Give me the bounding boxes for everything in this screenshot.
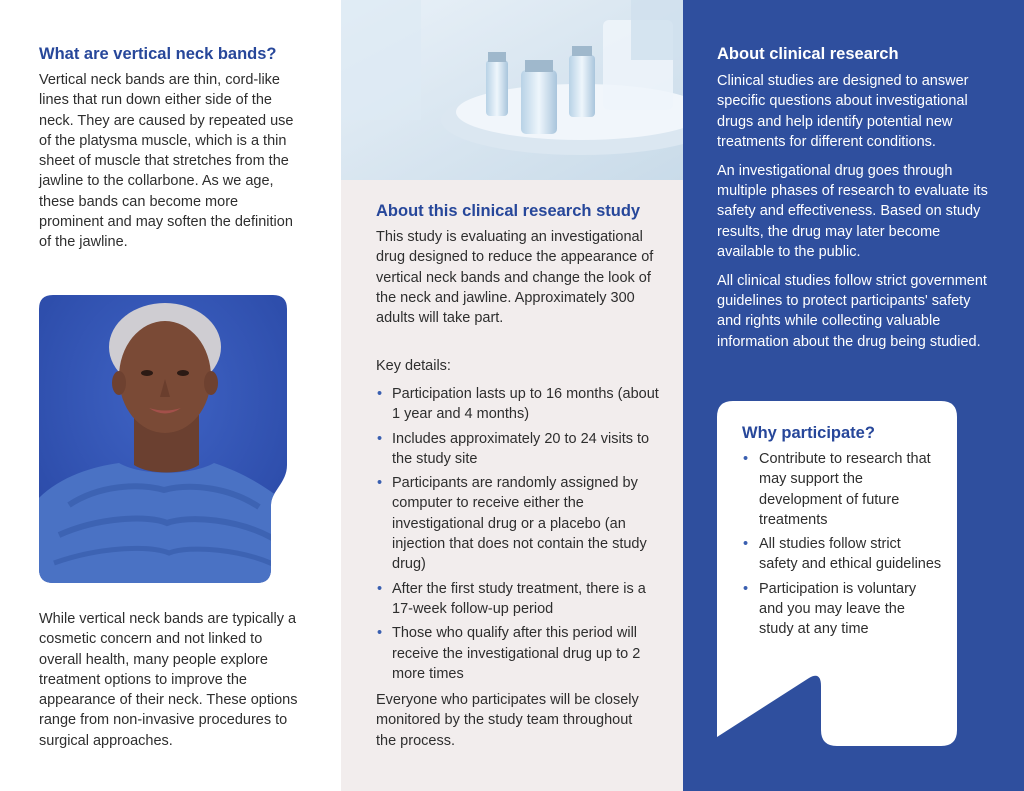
lab-vials-photo <box>341 0 683 180</box>
list-item: • After the first study treatment, there is a 17-week follow-up period <box>376 579 661 620</box>
neck-bands-intro: Vertical neck bands are thin, cord-like lines that run down either side of the neck. They are caused by repeated use of the platysma muscle, which is a thin sheet of muscle that stretches from the jawline to the collarbone. As we age, these bands can become more prominent and may soften the definition of the jawline. <box>39 72 294 251</box>
left-column <box>0 0 341 791</box>
clinical-research-paragraph: Clinical studies are designed to answer specific questions about investigational drugs and help identify potential new treatments for different conditions. <box>717 73 969 150</box>
list-item: • Includes approximately 20 to 24 visits to the study site <box>376 429 661 470</box>
right-column <box>683 0 1024 791</box>
portrait-photo <box>39 295 287 583</box>
list-item: • Participation lasts up to 16 months (about 1 year and 4 months) <box>376 384 661 425</box>
list-item: • Participation is voluntary and you may leave the study at any time <box>742 579 942 640</box>
middle-column <box>341 0 683 791</box>
study-heading: About this clinical research study <box>376 202 641 220</box>
neck-bands-heading: What are vertical neck bands? <box>39 45 277 63</box>
clinical-research-text <box>717 71 992 360</box>
why-participate-heading: Why participate? <box>742 424 875 442</box>
neck-bands-outro: While vertical neck bands are typically a cosmetic concern and not linked to overall health, many people explore treatment options to improve the appearance of their neck. These options range from non-invasive procedures to surgical approaches. <box>39 611 298 749</box>
clinical-research-heading: About clinical research <box>717 45 899 63</box>
key-details-label: Key details: <box>376 358 451 374</box>
clinical-research-paragraph: An investigational drug goes through multiple phases of research to evaluate its safety and effectiveness. Based on study results, the drug may later become available to the public. <box>717 162 988 260</box>
study-intro: This study is evaluating an investigational drug designed to reduce the appearance of vertical neck bands and change the look of the neck and jawline. Approximately 300 adults will take part. <box>376 229 654 327</box>
list-item: • Those who qualify after this period will receive the investigational drug up to 2 more times <box>376 623 661 684</box>
list-item: • Participants are randomly assigned by computer to receive either the investigational drug or a placebo (an injection that does not contain the study drug) <box>376 473 661 574</box>
clinical-research-paragraph: All clinical studies follow strict government guidelines to protect participants' safety and rights while collecting valuable information about the drug being studied. <box>717 272 987 350</box>
why-participate-list <box>742 449 942 644</box>
study-outro: Everyone who participates will be closely monitored by the study team throughout the process. <box>376 692 639 749</box>
list-item: • All studies follow strict safety and ethical guidelines <box>742 534 942 575</box>
list-item: • Contribute to research that may support the development of future treatments <box>742 449 942 530</box>
key-details-list <box>376 384 661 688</box>
